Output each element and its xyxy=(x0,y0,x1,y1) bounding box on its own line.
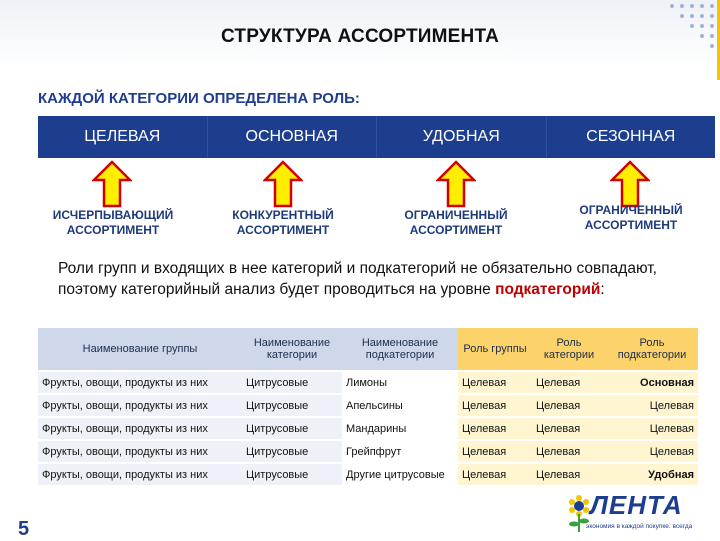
table-row xyxy=(38,463,698,485)
page-number: 5 xyxy=(18,518,30,540)
table-header-row xyxy=(38,328,698,371)
cell-subcategory-role: Основная xyxy=(606,371,698,394)
header-category-role: Роль категории xyxy=(532,328,606,371)
table-row xyxy=(38,417,698,440)
role-convenient: УДОБНАЯ xyxy=(377,116,547,158)
cell-category-role: Целевая xyxy=(532,440,606,463)
cell-group: Фрукты, овощи, продукты из них xyxy=(38,394,242,417)
cell-subcategory-role: Целевая xyxy=(606,417,698,440)
cell-group-role: Целевая xyxy=(458,371,532,394)
assortment-line: АССОРТИМЕНТ xyxy=(584,218,678,232)
role-seasonal: СЕЗОННАЯ xyxy=(586,128,676,145)
assortment-line: ИСЧЕРПЫВАЮЩИЙ xyxy=(52,208,174,222)
assortment-line: ОГРАНИЧЕННЫЙ xyxy=(404,208,508,222)
cell-group-role: Целевая xyxy=(458,463,532,485)
note-highlight: подкатегорий xyxy=(495,281,601,298)
cell-subcategory: Другие цитрусовые xyxy=(342,463,458,485)
up-arrow-icon xyxy=(610,160,650,208)
assortment-caption xyxy=(198,208,368,238)
cell-group: Фрукты, овощи, продукты из них xyxy=(38,417,242,440)
table-row xyxy=(38,440,698,463)
assortment-line: АССОРТИМЕНТ xyxy=(236,223,330,237)
cell-group: Фрукты, овощи, продукты из них xyxy=(38,463,242,485)
assortment-caption xyxy=(546,203,716,233)
up-arrow-icon xyxy=(263,160,303,208)
cell-subcategory: Лимоны xyxy=(342,371,458,394)
table-row xyxy=(38,394,698,417)
cell-group-role: Целевая xyxy=(458,394,532,417)
brand-slogan: экономия в каждой покупке. всегда xyxy=(586,523,693,530)
page-title: СТРУКТУРА АССОРТИМЕНТА xyxy=(220,26,500,47)
roles-bar xyxy=(38,116,715,158)
note-text: Роли групп и входящих в нее категорий и подкатегорий не обязательно совпадают, поэтому категорийный анализ будет проводиться на уровне xyxy=(58,260,657,298)
cell-group: Фрукты, овощи, продукты из них xyxy=(38,371,242,394)
cell-group-role: Целевая xyxy=(458,440,532,463)
role-target: ЦЕЛЕВАЯ xyxy=(38,116,208,158)
cell-group-role: Целевая xyxy=(458,417,532,440)
cell-category-role: Целевая xyxy=(532,463,606,485)
assortment-caption xyxy=(371,208,541,238)
cell-subcategory-role: Целевая xyxy=(606,394,698,417)
header-subcategory-name: Наименование подкатегории xyxy=(342,328,458,371)
cell-group: Фрукты, овощи, продукты из них xyxy=(38,440,242,463)
brand-logo: ЛЕНТА xyxy=(590,490,683,520)
header-group-name: Наименование группы xyxy=(38,328,242,371)
cell-category-role: Целевая xyxy=(532,394,606,417)
up-arrow-icon xyxy=(92,160,132,208)
header-group-role: Роль группы xyxy=(458,328,532,371)
cell-subcategory: Апельсины xyxy=(342,394,458,417)
assortment-line: АССОРТИМЕНТ xyxy=(66,223,160,237)
table-row xyxy=(38,371,698,394)
cell-category-role: Целевая xyxy=(532,417,606,440)
cell-category: Цитрусовые xyxy=(242,463,342,485)
header-category-name: Наименование категории xyxy=(242,328,342,371)
header-subcategory-role: Роль подкатегории xyxy=(606,328,698,371)
section-subtitle: КАЖДОЙ КАТЕГОРИИ ОПРЕДЕЛЕНА РОЛЬ: xyxy=(38,90,360,107)
cell-category: Цитрусовые xyxy=(242,440,342,463)
assortment-line: ОГРАНИЧЕННЫЙ xyxy=(579,203,683,217)
cell-subcategory: Мандарины xyxy=(342,417,458,440)
role-basic: ОСНОВНАЯ xyxy=(208,116,378,158)
cell-category: Цитрусовые xyxy=(242,394,342,417)
cell-category: Цитрусовые xyxy=(242,371,342,394)
cell-subcategory-role: Удобная xyxy=(606,463,698,485)
up-arrow-icon xyxy=(436,160,476,208)
assortment-caption xyxy=(28,208,198,238)
assortment-line: АССОРТИМЕНТ xyxy=(409,223,503,237)
note-suffix: : xyxy=(600,281,605,298)
note-paragraph xyxy=(58,258,698,300)
subcategory-roles-table xyxy=(38,328,698,485)
cell-subcategory-role: Целевая xyxy=(606,440,698,463)
cell-subcategory: Грейпфрут xyxy=(342,440,458,463)
cell-category-role: Целевая xyxy=(532,371,606,394)
cell-category: Цитрусовые xyxy=(242,417,342,440)
assortment-line: КОНКУРЕНТНЫЙ xyxy=(232,208,334,222)
